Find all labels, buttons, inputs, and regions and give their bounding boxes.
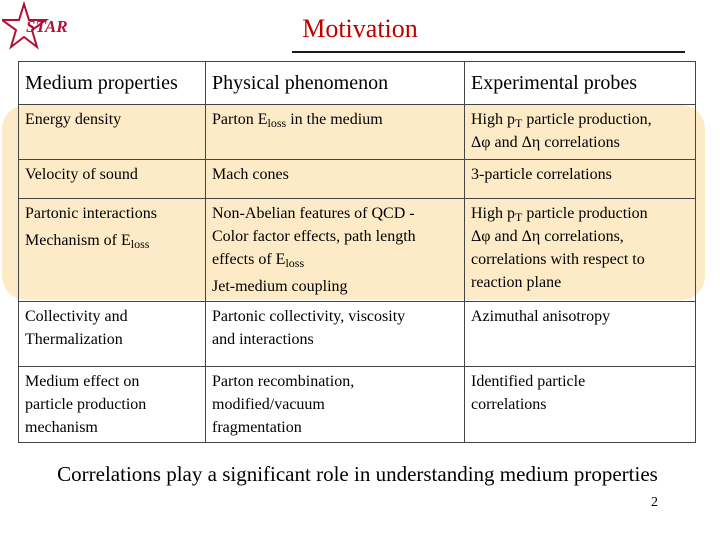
subscript: T [515,210,523,224]
cell-line: Parton recombination, [212,373,355,390]
subscript: loss [130,237,150,251]
cell-line: mechanism [25,419,98,436]
cell-line: Collectivity and [25,308,128,325]
property-cell [19,160,206,199]
cell-line: modified/vacuum [212,396,325,413]
cell-line: Energy density [25,111,122,128]
table-row [19,302,696,367]
probes-cell [465,160,696,199]
cell-line: Δφ and Δη correlations [471,134,620,151]
subscript: loss [285,256,305,270]
phenomenon-cell [206,160,465,199]
cell-line: correlations with respect to [471,251,645,268]
title-divider [292,51,685,53]
cell-line: Partonic collectivity, viscosity [212,308,406,325]
subscript: T [515,116,523,130]
header-cell-probes: Experimental probes [465,62,696,105]
phenomenon-cell [206,199,465,302]
cell-line: 3-particle correlations [471,166,612,183]
cell-line: Azimuthal anisotropy [471,308,611,325]
property-cell [19,302,206,367]
probes-cell [465,367,696,443]
phenomenon-cell [206,105,465,160]
cell-line: particle production [25,396,147,413]
subscript: loss [267,116,287,130]
phenomenon-cell [206,302,465,367]
table-row [19,367,696,443]
table-row [19,105,696,160]
cell-line: fragmentation [212,419,302,436]
cell-line: Velocity of sound [25,166,138,183]
property-cell [19,199,206,302]
cell-line: Parton $E_{loss}$ in the medium [212,111,383,130]
table-header-row [19,62,696,105]
cell-line: Identified particle [471,373,586,390]
probes-cell [465,105,696,160]
cell-line: Non-Abelian features of QCD - [212,205,415,222]
cell-line: Δφ and Δη correlations, [471,228,624,245]
table-row [19,160,696,199]
header-cell-properties: Medium properties [19,62,206,105]
cell-line: Color factor effects, path length [212,228,416,245]
cell-line: Mechanism of $E_{loss}$ [25,232,150,251]
cell-line: effects of $E_{loss}$ [212,251,305,270]
cell-line: Mach cones [212,166,289,183]
motivation-table [18,61,696,443]
property-cell [19,367,206,443]
cell-line: reaction plane [471,274,562,291]
cell-line: Jet-medium coupling [212,278,348,295]
probes-cell [465,302,696,367]
cell-line: and interactions [212,331,314,348]
table-row [19,199,696,302]
cell-line: High $p_T$ particle production [471,205,648,224]
cell-line: High $p_T$ particle production, [471,111,652,130]
probes-cell [465,199,696,302]
phenomenon-cell [206,367,465,443]
conclusion-text: Correlations play a significant role in understanding medium properties [57,462,658,486]
page-number: 2 [651,495,658,510]
logo-text: STAR [26,17,68,36]
cell-line: correlations [471,396,547,413]
cell-line: Partonic interactions [25,205,157,222]
property-cell [19,105,206,160]
cell-line: Medium effect on [25,373,140,390]
cell-line: Thermalization [25,331,123,348]
page-title: Motivation [302,14,418,43]
header-cell-phenomenon: Physical phenomenon [206,62,465,105]
